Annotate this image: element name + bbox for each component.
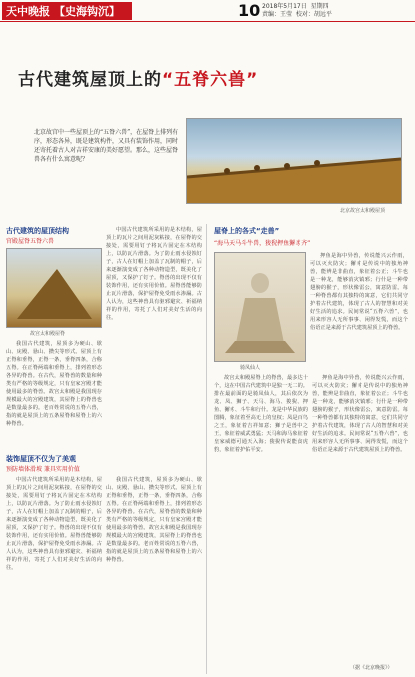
section2-title: 装饰屋顶不仅为了美观 bbox=[6, 455, 76, 463]
section2-body-col2-text: 我国古代建筑，屋顶多为硬山、歇山、庑殿、悬山、攒尖等形式。屋顶上有正脊和垂脊，正脊一条，垂脊四条，合称五脊。在正脊两端和垂脊上，排列着形态各异的脊兽。在古代，屋脊兽的数量和种类有严格的等级规定，只有皇家宫殿才能使用最多的脊兽。故宫太和殿是我国现存规模最大的宫殿建筑，其屋脊上的脊兽也是数量最多的。老百姓常说的五脊六兽，指的就是屋顶上的五条屋脊和屋脊上的六种脊兽。 bbox=[106, 477, 202, 563]
roof-photo bbox=[186, 118, 402, 204]
dateline bbox=[262, 3, 332, 19]
editor: 责编：王莹 bbox=[262, 11, 293, 18]
section1-body-col2 bbox=[106, 226, 202, 450]
section2-body-col2 bbox=[106, 476, 202, 672]
section3-body-left bbox=[214, 374, 308, 670]
page-number: 10 bbox=[238, 1, 261, 20]
designer: 校对：胡远平 bbox=[295, 11, 332, 18]
section1-body bbox=[6, 340, 102, 450]
section2-subtitle: 预防墙体滑坡 兼具实用价值 bbox=[6, 466, 80, 473]
section3-body-left-text: 故宫太和殿屋脊上的脊兽，最多达十个，这在中国古代建筑中是独一无二的。排在最前面的是骑凤仙人，其后依次为龙、凤、狮子、天马、海马、狻猊、押鱼、獬豸、斗牛和行什。龙是中华民族的图腾，象征着至高无上的皇权；凤是百鸟之王，象征着吉祥如意；狮子是兽中之王，象征着威武勇猛；天马和海马象征着皇家威德可通天入海；狻猊传说能食虎豹，象征着护佑平安。 bbox=[214, 375, 308, 453]
headline bbox=[18, 65, 258, 90]
section3-title: 屋脊上的各式“走兽” bbox=[214, 227, 280, 235]
section2-body-text: 中国古代建筑所采用的是木结构，屋顶上的瓦片之间用泥灰粘接，在屋脊的交接处，需要用钉子将瓦片固定在木结构上，以防瓦片滑落。为了防止雨水侵蚀钉子，古人在钉帽上加盖了瓦制的帽子，后来逐渐演变成了各种动物造型，既美化了屋顶，又保护了钉子。脊兽的出现不仅有装饰作用，还有实用价值。屋脊兽能够防止瓦片滑落，保护屋脊免受雨水渗漏。古人认为，这些神兽具有驱邪避灾、祈福纳祥的作用，寄托了人们对美好生活的向往。 bbox=[6, 477, 102, 571]
headline-prefix: 古代建筑屋顶上的 bbox=[18, 70, 162, 90]
section3-photo-caption: 骑凤仙人 bbox=[240, 365, 261, 371]
headline-highlight: “五脊六兽” bbox=[162, 70, 259, 90]
column-divider bbox=[206, 224, 207, 674]
section1-photo-caption: 故宫太和殿屋脊 bbox=[30, 331, 66, 337]
section3-body-right bbox=[312, 374, 408, 662]
section1-body-col2-text: 中国古代建筑所采用的是木结构，屋顶上的瓦片之间用泥灰粘接，在屋脊的交接处，需要用钉子将瓦片固定在木结构上，以防瓦片滑落。为了防止雨水侵蚀钉子，古人在钉帽上加盖了瓦制的帽子，后来逐渐演变成了各种动物造型，既美化了屋顶，又保护了钉子。脊兽的出现不仅有装饰作用，还有实用价值。屋脊兽能够防止瓦片滑落，保护屋脊免受雨水渗漏。古人认为，这些神兽具有驱邪避灾、祈福纳祥的作用，寄托了人们对美好生活的向往。 bbox=[106, 227, 202, 321]
roof-ridge-illustration bbox=[187, 119, 401, 203]
source-credit: （据《北京晚报》） bbox=[350, 665, 393, 671]
issue-date: 2018年5月17日 bbox=[262, 3, 307, 10]
roof-photo-caption: 北京故宫太和殿屋顶 bbox=[340, 208, 386, 214]
section1-subtitle: 官殿屋脊五脊六兽 bbox=[6, 238, 55, 245]
section3-body-right-text: 押鱼是海中异兽，传说能兴云作雨，可以灭火防灾；獬豸是传说中的独角神兽，能辨是非曲直，象征着公正；斗牛也是一种龙，能够消灾镇邪；行什是一种带翅膀的猴子，形状像雷公，寓意防雷。每一种脊兽都有其独特的寓意，它们共同守护着古代建筑，体现了古人的智慧和对美好生活的追求。民间常说“五脊六兽”，也用来形容人无所事事、闲得发慌，而这个俗语正是来源于古代建筑屋顶上的脊兽。 bbox=[312, 375, 408, 453]
ridge-beast-illustration bbox=[7, 249, 101, 327]
column-name: 史海钩沉 bbox=[65, 5, 109, 18]
issue-weekday: 星期四 bbox=[310, 3, 329, 10]
masthead bbox=[2, 2, 132, 20]
header-rule bbox=[0, 21, 415, 22]
section3-body-side bbox=[310, 252, 408, 372]
lead-paragraph: 北京故宫中一些屋顶上的“五脊六兽”，在屋脊上排列有序，形态各异，既是建筑构件，又具有装饰作用，同时还寄托着古人对吉祥安康的美好愿望。那么，这些屋脊兽各有什么寓意呢？ bbox=[34, 129, 179, 163]
paper-name: 天中晚报 bbox=[6, 5, 50, 18]
section3-photo bbox=[214, 252, 306, 362]
section1-title: 古代建筑的屋顶结构 bbox=[6, 227, 69, 235]
section2-body bbox=[6, 476, 102, 672]
section3-body-side-text: 押鱼是海中异兽，传说能兴云作雨，可以灭火防灾；獬豸是传说中的独角神兽，能辨是非曲直，象征着公正；斗牛也是一种龙，能够消灾镇邪；行什是一种带翅膀的猴子，形状像雷公，寓意防雷。每一种脊兽都有其独特的寓意，它们共同守护着古代建筑，体现了古人的智慧和对美好生活的追求。民间常说“五脊六兽”，也用来形容人无所事事、闲得发慌，而这个俗语正是来源于古代建筑屋顶上的脊兽。 bbox=[310, 253, 408, 331]
section3-subtitle: “海马天马斗牛兽，狻猊押鱼獬豸齐” bbox=[214, 240, 311, 247]
immortal-on-phoenix-illustration bbox=[215, 253, 305, 361]
section1-photo bbox=[6, 248, 102, 328]
section1-body-text: 我国古代建筑，屋顶多为硬山、歇山、庑殿、悬山、攒尖等形式。屋顶上有正脊和垂脊，正脊一条，垂脊四条，合称五脊。在正脊两端和垂脊上，排列着形态各异的脊兽。在古代，屋脊兽的数量和种类有严格的等级规定，只有皇家宫殿才能使用最多的脊兽。故宫太和殿是我国现存规模最大的宫殿建筑，其屋脊上的脊兽也是数量最多的。老百姓常说的五脊六兽，指的就是屋顶上的五条屋脊和屋脊上的六种脊兽。 bbox=[6, 341, 102, 427]
column-bracket-open: 【 bbox=[54, 5, 65, 18]
column-bracket-close: 】 bbox=[109, 5, 120, 18]
